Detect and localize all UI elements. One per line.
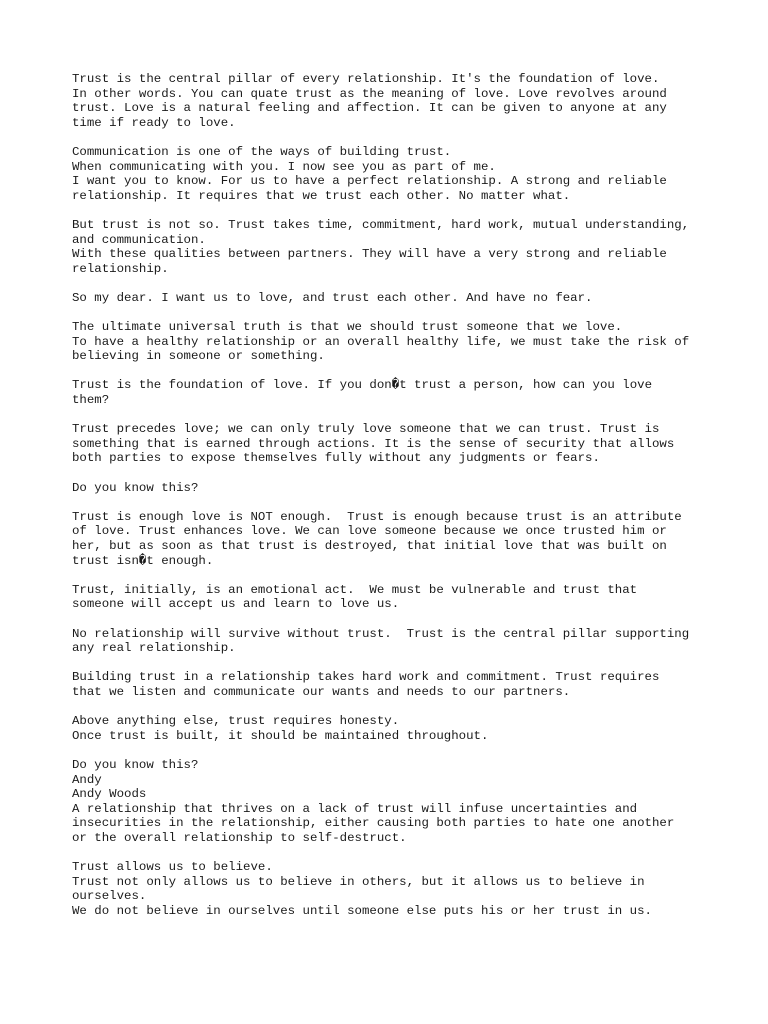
document-body-text: Trust is the central pillar of every relationship. It's the foundation of love. In other words. You can quate trust as the meaning of love. Love revolves around trust. Love is a natural feeling and affection. It can be given to anyone at any time if ready to love. Communication is one of the ways of building trust. When communicating with you. I now see you as part of me. I want you to know. For us to have a perfect relationship. A strong and reliable relationship. It requires that we trust each other. No matter what. But trust is not so. Trust takes time, commitment, hard work, mutual understanding, and communication. With these qualities between partners. They will have a very strong and reliable relationship. So my dear. I want us to love, and trust each other. And have no fear. The ultimate universal truth is that we should trust someone that we love. To have a healthy relationship or an overall healthy life, we must take the risk of believing in someone or something. Trust is the foundation of love. If you don�t trust a person, how can you love them? Trust precedes love; we can only truly love someone that we can trust. Trust is something that is earned through actions. It is the sense of security that allows both parties to expose themselves fully without any judgments or fears. Do you know this? Trust is enough love is NOT enough. Trust is enough because trust is an attribute of love. Trust enhances love. We can love someone because we once trusted him or her, but as soon as that trust is destroyed, that initial love that was built on trust isn�t enough. Trust, initially, is an emotional act. We must be vulnerable and trust that someone will accept us and learn to love us. No relationship will survive without trust. Trust is the central pillar supporting any real relationship. Building trust in a relationship takes hard work and commitment. Trust requires that we listen and communicate our wants and needs to our partners. Above anything else, trust requires honesty. Once trust is built, it should be maintained throughout. Do you know this? Andy Andy Woods A relationship that thrives on a lack of trust will infuse uncertainties and insecurities in the relationship, either causing both parties to hate one another or the overall relationship to self-destruct. Trust allows us to believe. Trust not only allows us to believe in others, but it allows us to believe in ourselves. We do not believe in ourselves until someone else puts his or her trust in us.: [72, 72, 690, 918]
